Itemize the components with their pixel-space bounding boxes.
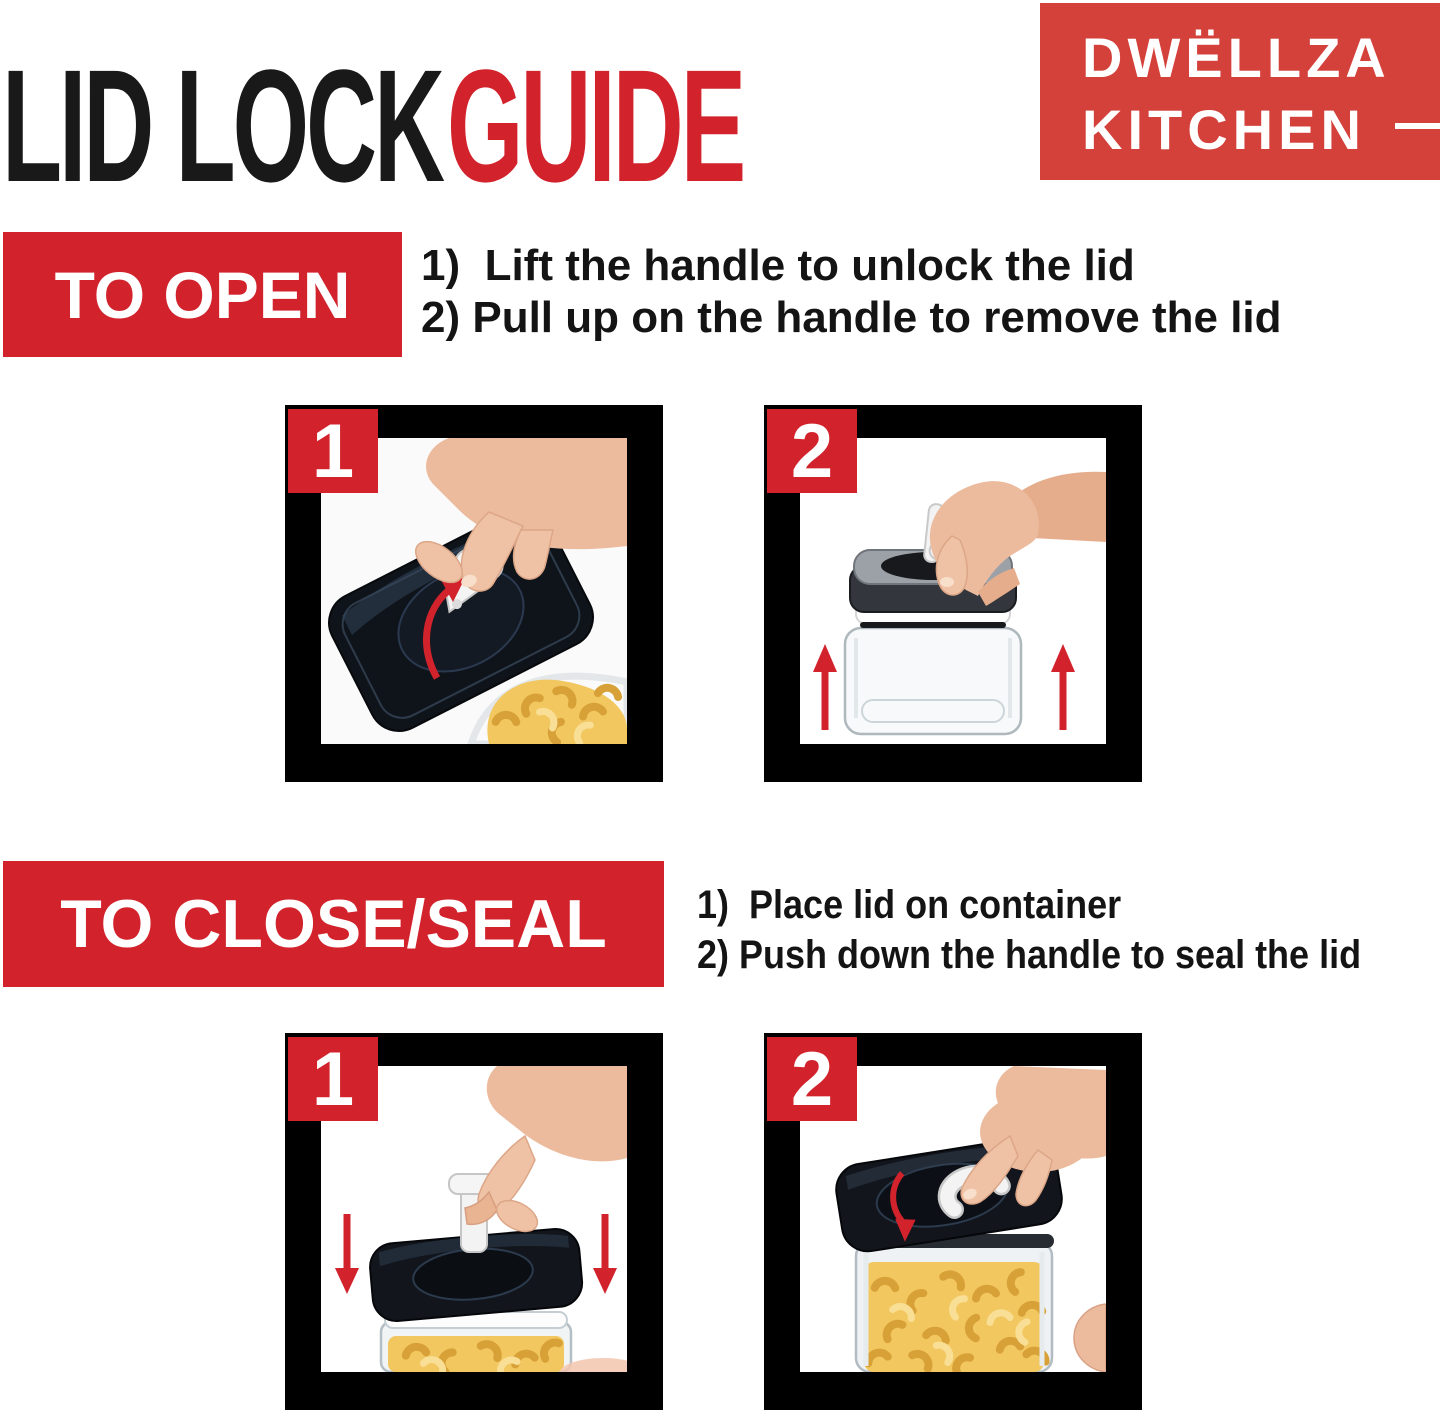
logo-dash (1395, 123, 1445, 129)
brand-name-line1: DWËLLZA (1082, 26, 1391, 89)
step-badge (767, 409, 857, 493)
open-instructions (421, 240, 1282, 344)
container-with-macaroni (381, 1312, 571, 1372)
brand-logo (1040, 3, 1440, 180)
badge-number: 2 (790, 1036, 834, 1122)
figure-open-step2 (764, 405, 1142, 782)
close-instructions (697, 880, 1361, 980)
clear-container (845, 628, 1021, 734)
container-with-macaroni (854, 1234, 1054, 1372)
title-red-part: GUIDE (446, 36, 744, 215)
close-step-2: 2) Push down the handle to seal the lid (697, 933, 1362, 977)
step-badge (288, 409, 378, 493)
section-heading-open: TO OPEN (3, 232, 402, 357)
close-step-1: 1) Place lid on container (697, 883, 1122, 927)
step-badge (288, 1037, 378, 1121)
badge-number: 1 (311, 1036, 355, 1122)
page-title (2, 36, 744, 215)
open-step-2: 2) Pull up on the handle to remove the lid (421, 293, 1282, 342)
badge-number: 1 (311, 408, 355, 494)
section-heading-close: TO CLOSE/SEAL (3, 861, 664, 987)
figure-close-step1 (285, 1033, 663, 1410)
figure-open-step1 (285, 405, 663, 782)
badge-number: 2 (790, 408, 834, 494)
open-step-1: 1) Lift the handle to unlock the lid (421, 241, 1135, 290)
figure-close-step2 (764, 1033, 1142, 1410)
brand-name-line2: KITCHEN (1082, 98, 1366, 161)
title-black-part: LID LOCK (2, 36, 443, 215)
step-badge (767, 1037, 857, 1121)
